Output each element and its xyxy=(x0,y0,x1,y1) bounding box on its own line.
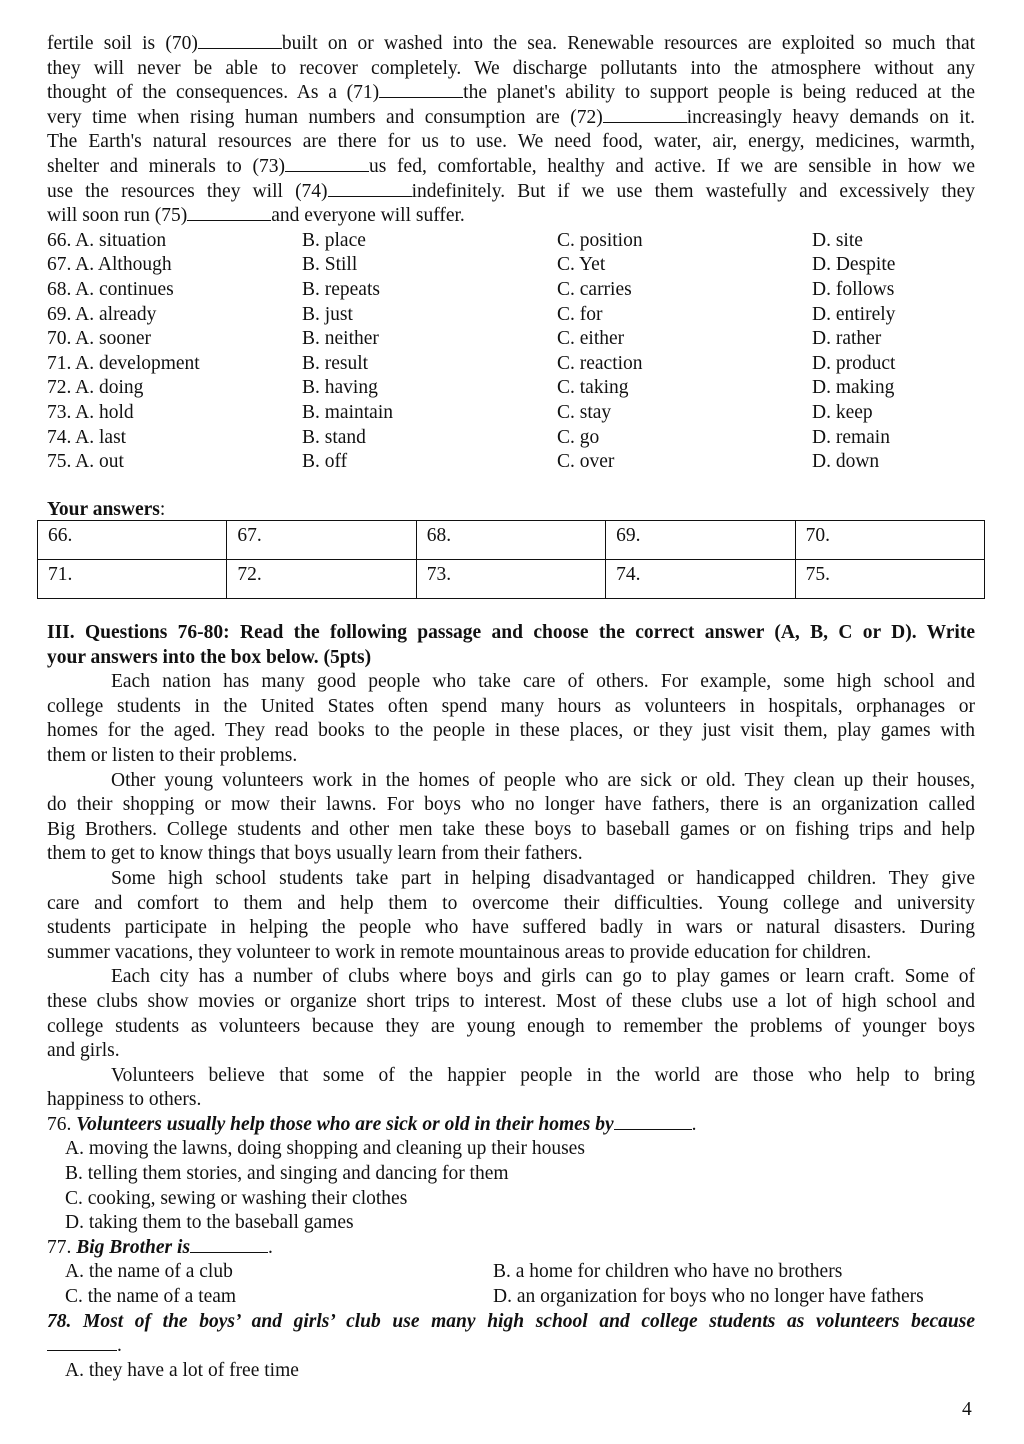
option[interactable]: 69. A. already xyxy=(47,303,157,325)
gap-71[interactable] xyxy=(379,81,463,98)
gap-72[interactable] xyxy=(603,106,687,123)
choice-a[interactable]: A. the name of a club xyxy=(65,1261,233,1283)
option[interactable]: 67. A. Although xyxy=(47,254,172,276)
paragraph-line: college students as volunteers because they are young enough to remember the problems of younger boys xyxy=(47,1015,975,1037)
option[interactable]: C. either xyxy=(557,328,625,350)
passage-line: fertile soil is (70) built on or washed into the sea. Renewable resources are exploited so much that xyxy=(47,33,976,54)
paragraph-line: them or listen to their problems. xyxy=(47,744,298,766)
option[interactable]: 72. A. doing xyxy=(47,377,144,399)
answer-cell[interactable]: 67. xyxy=(227,521,416,560)
option[interactable]: D. product xyxy=(812,352,896,374)
question-77: 77. Big Brother is . A. the name of a club B. a home for children who have no brothers C. the name of a team D. an organization for boys who no longer have fathers xyxy=(47,1236,975,1310)
gap-75[interactable] xyxy=(187,204,271,221)
paragraph-line: do their shopping or mow their lawns. For boys who no longer have fathers, there is an organization called xyxy=(47,794,975,816)
paragraph-line: happiness to others. xyxy=(47,1089,202,1111)
option[interactable]: B. neither xyxy=(302,328,379,350)
section-title: your answers into the box below. (5pts) xyxy=(47,646,372,668)
option-row xyxy=(47,352,975,377)
answer-cell[interactable]: 74. xyxy=(606,560,795,599)
option[interactable]: C. for xyxy=(557,303,603,325)
answer-blank[interactable] xyxy=(190,1236,268,1253)
option[interactable]: B. stand xyxy=(302,426,366,448)
option[interactable]: C. Yet xyxy=(557,254,606,276)
option[interactable]: D. making xyxy=(812,377,895,399)
option-row xyxy=(47,253,975,278)
choice-row xyxy=(47,1285,975,1310)
option[interactable]: D. follows xyxy=(812,278,895,300)
option[interactable]: 70. A. sooner xyxy=(47,328,151,350)
reading-paragraph xyxy=(47,1064,975,1113)
option[interactable]: B. repeats xyxy=(302,278,380,300)
table-row xyxy=(38,560,985,599)
answer-table xyxy=(37,520,985,599)
option-row xyxy=(47,278,975,303)
option[interactable]: B. off xyxy=(302,451,348,473)
reading-paragraph xyxy=(47,670,975,768)
option[interactable]: C. over xyxy=(557,451,615,473)
option[interactable]: B. result xyxy=(302,352,369,374)
option[interactable]: C. carries xyxy=(557,278,632,300)
gap-70[interactable] xyxy=(198,32,282,49)
question-76: 76. Volunteers usually help those who are sick or old in their homes by . A. moving the lawns, doing shopping and cleaning up their houses B. telling them stories, and singing and dancing for them C. cooking, sewing or washing their clothes D. taking them to the baseball games xyxy=(47,1113,975,1236)
passage-line: shelter and minerals to (73) us fed, comfortable, healthy and active. If we are sensible in how we xyxy=(47,155,975,177)
option[interactable]: D. Despite xyxy=(812,254,896,276)
option[interactable]: 68. A. continues xyxy=(47,278,174,300)
option[interactable]: 66. A. situation xyxy=(47,229,167,251)
answer-cell[interactable]: 72. xyxy=(227,560,416,599)
choice-b[interactable]: B. telling them stories, and singing and dancing for them xyxy=(65,1163,509,1185)
option-row xyxy=(47,303,975,328)
passage-line: they will never be able to recover completely. We discharge pollutants into the atmosphere without any xyxy=(47,57,975,79)
passage-line: will soon run (75) and everyone will suffer. xyxy=(47,205,465,227)
choice-d[interactable]: D. taking them to the baseball games xyxy=(65,1212,354,1234)
option-row xyxy=(47,401,975,426)
option[interactable]: C. taking xyxy=(557,377,629,399)
paragraph-line: summer vacations, they volunteer to work in remote mountainous areas to provide education for children. xyxy=(47,941,872,963)
answer-cell[interactable]: 70. xyxy=(795,521,984,560)
choice-c[interactable]: C. the name of a team xyxy=(65,1286,237,1308)
option-row xyxy=(47,426,975,451)
option[interactable]: D. down xyxy=(812,451,880,473)
choice-a[interactable]: A. moving the lawns, doing shopping and cleaning up their houses xyxy=(65,1138,585,1160)
choice-d[interactable]: D. an organization for boys who no longer have fathers xyxy=(493,1286,924,1308)
option[interactable]: D. rather xyxy=(812,328,882,350)
option[interactable]: B. just xyxy=(302,303,353,325)
answer-cell[interactable]: 73. xyxy=(416,560,605,599)
question-stem: 78. Most of the boys’ and girls’ club use many high school and college students as volunteers because xyxy=(47,1310,975,1332)
section-title: III. Questions 76-80: Read the following passage and choose the correct answer (A, B, C or D). Write xyxy=(47,622,975,643)
paragraph-line: Each nation has many good people who take care of others. For example, some high school and xyxy=(111,671,975,693)
option[interactable]: C. position xyxy=(557,229,643,251)
option[interactable]: D. keep xyxy=(812,401,873,423)
question-number: 76. xyxy=(47,1113,77,1135)
paragraph-line: these clubs show movies or organize short trips to interest. Most of these clubs use a lot of high school and xyxy=(47,990,975,1012)
passage-line: thought of the consequences. As a (71) the planet's ability to support people is being reduced at the xyxy=(47,82,975,104)
options-list xyxy=(47,229,975,475)
answer-cell[interactable]: 66. xyxy=(38,521,227,560)
passage-line: use the resources they will (74) indefinitely. But if we use them wastefully and excessively they xyxy=(47,180,975,202)
passage-line: The Earth's natural resources are there for us to use. We need food, water, air, energy, medicines, warmth, xyxy=(47,131,975,153)
answers-label: Your answers: xyxy=(47,498,166,520)
paragraph-line: and girls. xyxy=(47,1040,120,1062)
paragraph-line: Each city has a number of clubs where boys and girls can go to play games or learn craft. Some of xyxy=(111,966,975,988)
question-stem: Big Brother is xyxy=(76,1236,191,1258)
reading-paragraph xyxy=(47,867,975,965)
option[interactable]: C. go xyxy=(557,426,600,448)
option[interactable]: D. remain xyxy=(812,426,890,448)
option[interactable]: B. having xyxy=(302,377,378,399)
option[interactable]: 73. A. hold xyxy=(47,401,134,423)
option-row xyxy=(47,376,975,401)
choice-b[interactable]: B. a home for children who have no brothers xyxy=(493,1261,843,1283)
option[interactable]: C. stay xyxy=(557,401,612,423)
option[interactable]: 71. A. development xyxy=(47,352,200,374)
paragraph-line: students participate in helping the people who have suffered badly in wars or natural disasters. During xyxy=(47,917,975,939)
answer-cell[interactable]: 71. xyxy=(38,560,227,599)
gap-73[interactable] xyxy=(285,155,369,172)
paragraph-line: Some high school students take part in helping disadvantaged or handicapped children. They give xyxy=(111,867,975,889)
paragraph-line: homes for the aged. They read books to the people in these places, or they just visit them, play games with xyxy=(47,720,975,742)
choice-a[interactable]: A. they have a lot of free time xyxy=(65,1359,299,1381)
choice-row xyxy=(47,1260,975,1285)
paragraph-line: Other young volunteers work in the homes of people who are sick or old. They clean up their houses, xyxy=(111,769,975,791)
page-content xyxy=(47,32,975,522)
gap-74[interactable] xyxy=(328,180,412,197)
section-3 xyxy=(47,621,975,1383)
option[interactable]: D. entirely xyxy=(812,303,896,325)
paragraph-line: Big Brothers. College students and other men take these boys to baseball games or on fishing trips and help xyxy=(47,818,975,840)
answer-blank[interactable] xyxy=(47,1334,117,1351)
question-number: 77. xyxy=(47,1236,77,1258)
paragraph-line: Volunteers believe that some of the happier people in the world are those who help to bring xyxy=(111,1064,975,1086)
question-stem: Volunteers usually help those who are sick or old in their homes by xyxy=(76,1113,614,1135)
answer-cell[interactable]: 69. xyxy=(606,521,795,560)
table-row xyxy=(38,521,985,560)
option[interactable]: D. site xyxy=(812,229,863,251)
answer-cell[interactable]: 68. xyxy=(416,521,605,560)
paragraph-line: college students in the United States often spend many hours as volunteers in hospitals, orphanages or xyxy=(47,695,975,717)
paragraph-line: them to get to know things that boys usually learn from their fathers. xyxy=(47,843,583,865)
option[interactable]: B. maintain xyxy=(302,401,393,423)
passage-line: very time when rising human numbers and consumption are (72) increasingly heavy demands on it. xyxy=(47,106,976,128)
page-number: 4 xyxy=(962,1399,972,1420)
option[interactable]: B. place xyxy=(302,229,366,251)
option-row xyxy=(47,327,975,352)
answer-cell[interactable]: 75. xyxy=(795,560,984,599)
reading-paragraph xyxy=(47,769,975,867)
option[interactable]: C. reaction xyxy=(557,352,643,374)
choice-c[interactable]: C. cooking, sewing or washing their clothes xyxy=(65,1187,408,1209)
paragraph-line: care and comfort to them and help them to overcome their difficulties. Young college and university xyxy=(47,892,975,914)
option[interactable]: 75. A. out xyxy=(47,451,124,473)
option[interactable]: B. Still xyxy=(302,254,358,276)
reading-paragraph xyxy=(47,965,975,1063)
answer-blank[interactable] xyxy=(614,1113,692,1130)
option-row xyxy=(47,229,975,254)
option-row xyxy=(47,450,975,475)
question-78: 78. Most of the boys’ and girls’ club use many high school and college students as volunteers because . A. they have a lot of free time xyxy=(47,1310,975,1384)
option[interactable]: 74. A. last xyxy=(47,426,127,448)
